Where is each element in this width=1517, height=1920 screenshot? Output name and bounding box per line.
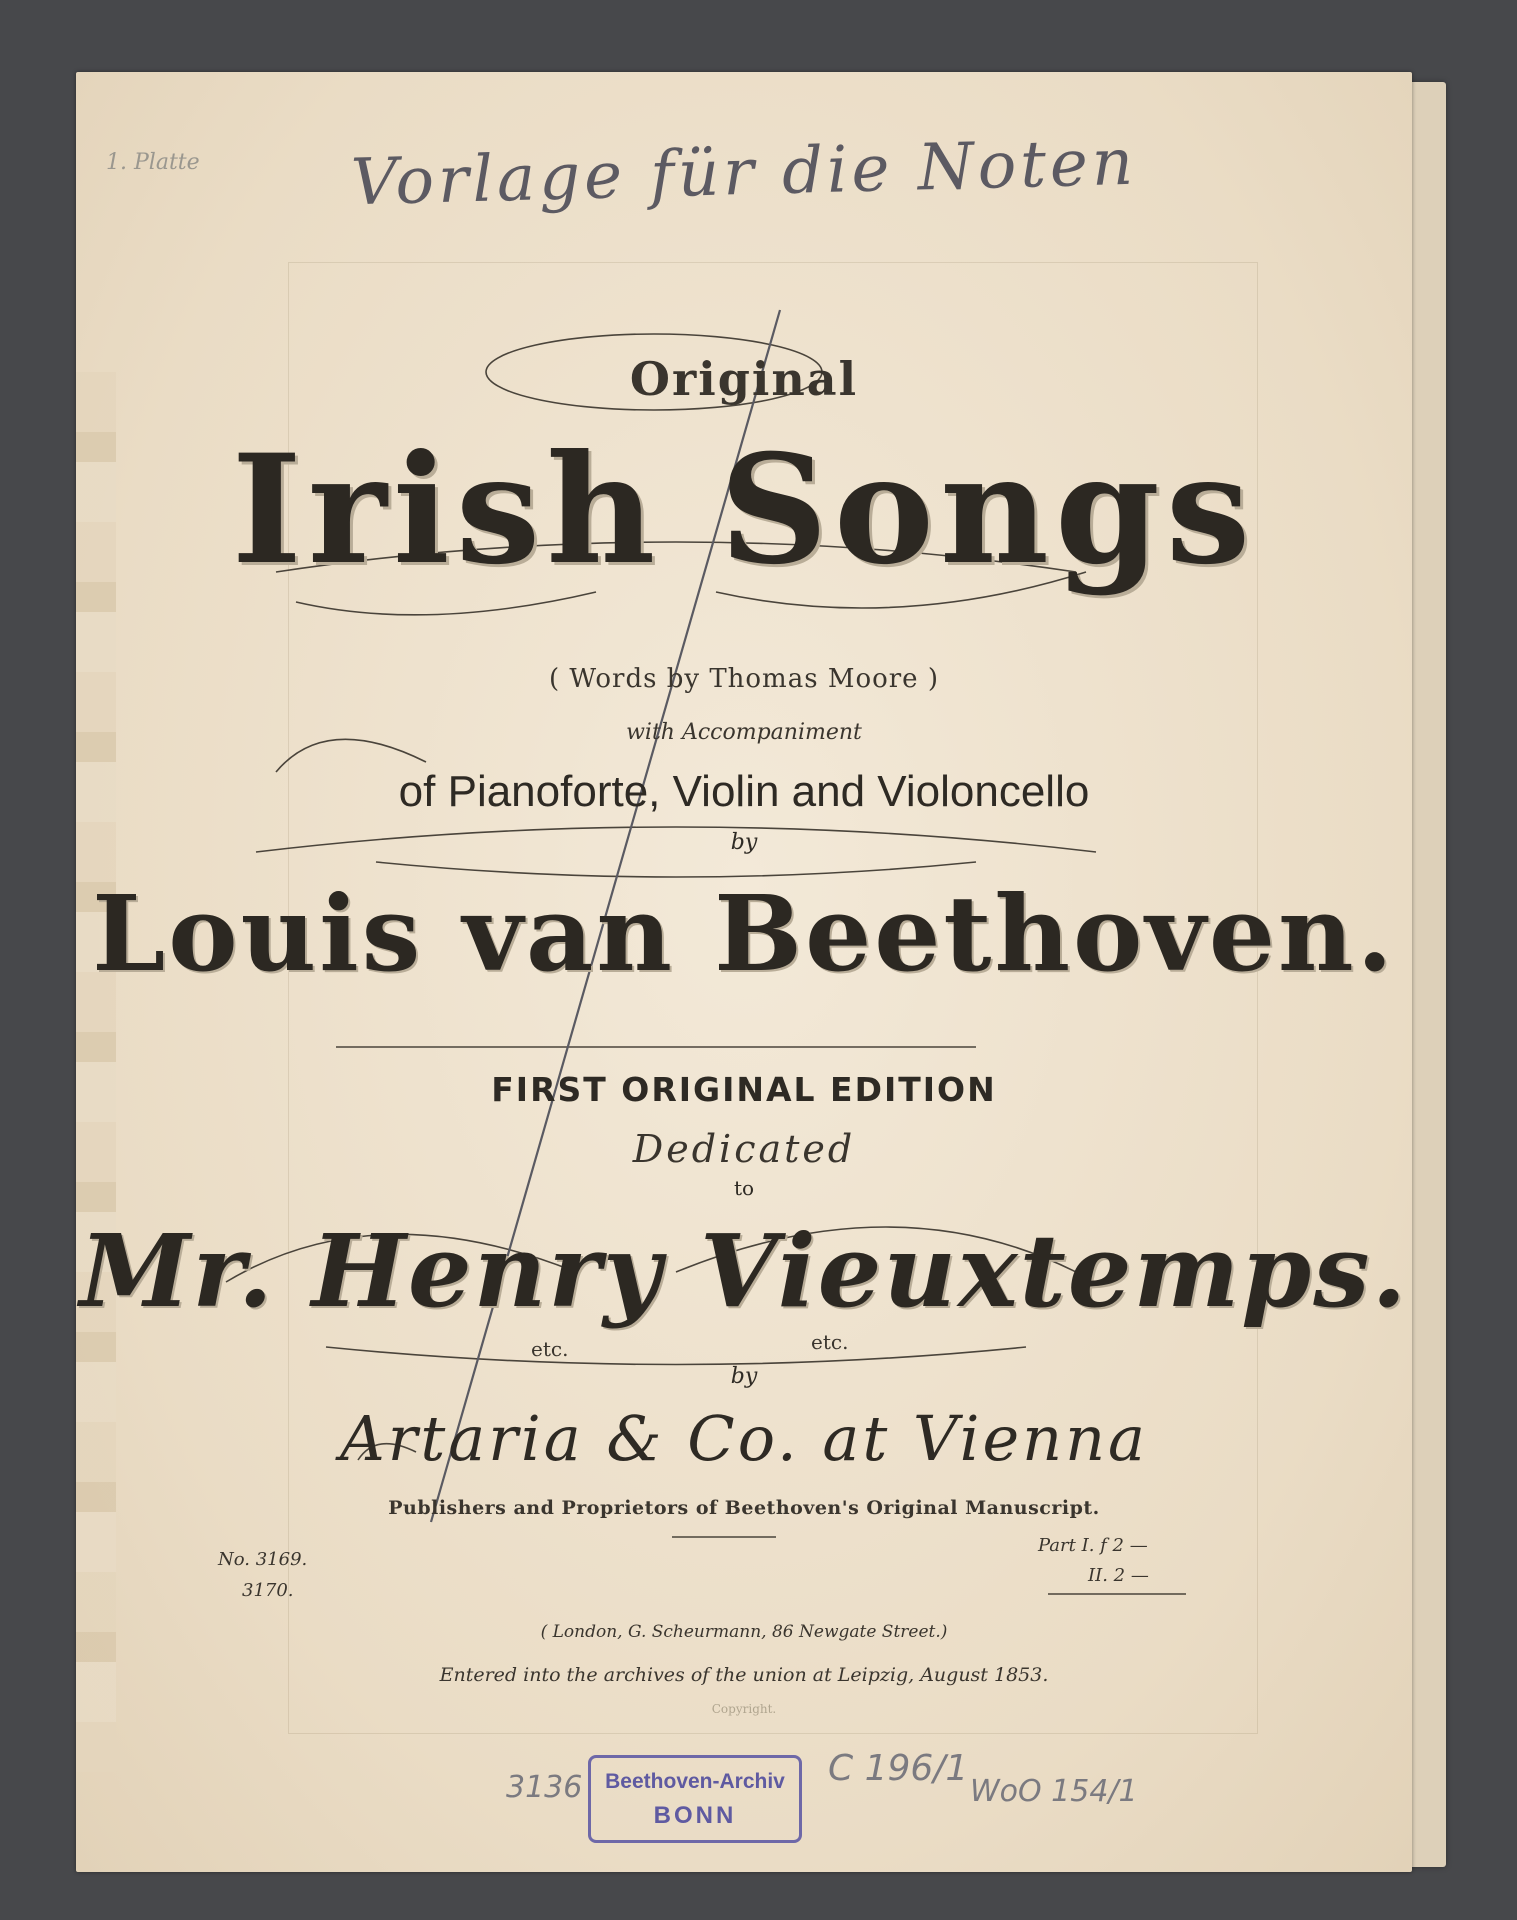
title-irish-songs: Irish Songs: [231, 422, 1257, 598]
price-part-2: II. 2 —: [1088, 1565, 1149, 1586]
pencil-mark-right: WoO 154/1: [970, 1774, 1138, 1809]
etc-right: etc.: [811, 1330, 849, 1354]
publisher-name: Artaria & Co. at Vienna: [339, 1402, 1149, 1475]
plate-number-2: 3170.: [242, 1580, 294, 1601]
publisher-description: Publishers and Proprietors of Beethoven's Original Manuscript.: [388, 1497, 1100, 1519]
dedicated-to: to: [733, 1176, 755, 1200]
plate-number-1: No. 3169.: [218, 1549, 308, 1570]
title-original: Original: [629, 352, 859, 406]
dedicatee-name: Mr. Henry Vieuxtemps.: [79, 1212, 1409, 1330]
dedicated-label: Dedicated: [632, 1127, 856, 1171]
flourish-henry-lower: [326, 1347, 1026, 1365]
instruments: of Pianoforte, Violin and Violoncello: [398, 767, 1090, 816]
pencil-mark-middle: C 196/1: [828, 1748, 969, 1789]
handwritten-header: Vorlage für die Noten: [350, 125, 1138, 221]
etc-left: etc.: [531, 1337, 569, 1361]
corner-pencil-note: 1. Platte: [106, 150, 200, 175]
with-accompaniment: with Accompaniment: [626, 720, 862, 745]
stamp-line-2: BONN: [653, 1802, 737, 1829]
entered-archives: Entered into the archives of the union at Leipzig, August 1853.: [439, 1664, 1049, 1686]
price-part-1: Part I. f 2 —: [1038, 1535, 1148, 1556]
composer-name: Louis van Beethoven.: [92, 872, 1396, 995]
archive-stamp: [588, 1755, 802, 1843]
copyright-note: Copyright.: [711, 1702, 777, 1716]
by-composer: by: [730, 830, 758, 855]
stamp-line-1: Beethoven-Archiv: [605, 1770, 785, 1793]
edition-label: FIRST ORIGINAL EDITION: [491, 1070, 997, 1109]
pencil-mark-left: 3136: [506, 1770, 583, 1805]
title-page: [76, 72, 1412, 1872]
words-by: ( Words by Thomas Moore ): [549, 664, 939, 694]
london-agent: ( London, G. Scheurmann, 86 Newgate Street.): [540, 1622, 948, 1642]
by-publisher: by: [730, 1364, 758, 1389]
